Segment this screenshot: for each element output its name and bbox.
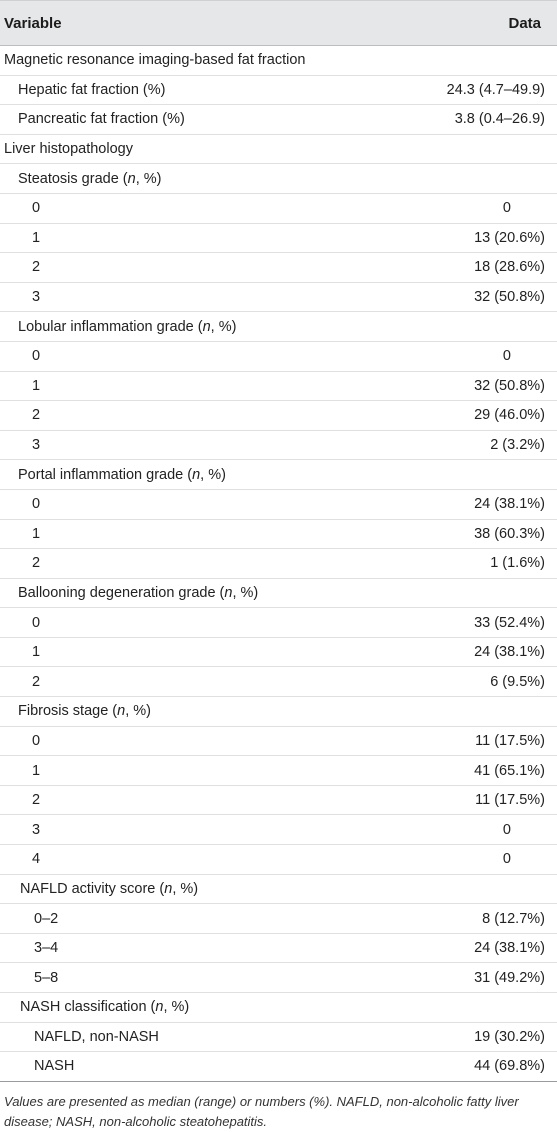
table-row	[0, 786, 557, 816]
table-row	[0, 342, 557, 372]
row-label: 3	[32, 437, 41, 454]
table-row	[0, 697, 557, 727]
row-label: 2	[32, 259, 41, 276]
row-label: 2	[32, 555, 41, 572]
table-row	[0, 875, 557, 905]
table-row	[0, 76, 557, 106]
row-label: 5–8	[34, 969, 59, 986]
row-label: NASH classification (n, %)	[20, 999, 190, 1016]
row-label: 2	[32, 407, 41, 424]
table-row	[0, 667, 557, 697]
table-row	[0, 904, 557, 934]
row-value: 44 (69.8%)	[474, 1058, 545, 1075]
row-label: 1	[32, 762, 41, 779]
row-label: 1	[32, 644, 41, 661]
table-row	[0, 934, 557, 964]
row-label: Ballooning degeneration grade (n, %)	[18, 584, 259, 601]
table-header	[0, 0, 557, 45]
row-value: 1 (1.6%)	[490, 555, 545, 572]
row-label: Steatosis grade (n, %)	[18, 170, 162, 187]
table-row	[0, 224, 557, 254]
table-row	[0, 727, 557, 757]
row-label: 1	[32, 229, 41, 246]
row-label: 0	[32, 496, 41, 513]
row-value: 32 (50.8%)	[474, 289, 545, 306]
table-body	[0, 45, 557, 1082]
table-row	[0, 372, 557, 402]
table-row	[0, 608, 557, 638]
row-label: NAFLD, non-NASH	[34, 1028, 159, 1045]
row-label: 2	[32, 792, 41, 809]
row-value: 31 (49.2%)	[474, 969, 545, 986]
row-value: 11 (17.5%)	[475, 792, 545, 809]
table-row	[0, 815, 557, 845]
table-row	[0, 312, 557, 342]
table-row	[0, 401, 557, 431]
row-value: 41 (65.1%)	[474, 762, 545, 779]
table-row	[0, 283, 557, 313]
row-value: 29 (46.0%)	[474, 407, 545, 424]
row-value: 0	[502, 348, 511, 365]
table-row	[0, 756, 557, 786]
table-row	[0, 490, 557, 520]
header-variable: Variable	[4, 14, 62, 32]
header-data: Data	[508, 14, 541, 32]
table-row	[0, 579, 557, 609]
row-label: 0–2	[34, 910, 59, 927]
row-value: 6 (9.5%)	[490, 673, 545, 690]
row-value: 0	[502, 200, 511, 217]
row-value: 8 (12.7%)	[482, 910, 545, 927]
row-label: 3–4	[34, 940, 59, 957]
row-label: Liver histopathology	[4, 141, 133, 158]
row-label: 0	[32, 348, 41, 365]
row-value: 24 (38.1%)	[474, 644, 545, 661]
table-row	[0, 194, 557, 224]
table-row	[0, 253, 557, 283]
row-label: 0	[32, 200, 41, 217]
table-row	[0, 164, 557, 194]
table-row	[0, 845, 557, 875]
row-label: NASH	[34, 1058, 75, 1075]
table-row	[0, 105, 557, 135]
table-row	[0, 46, 557, 76]
row-label: Portal inflammation grade (n, %)	[18, 466, 226, 483]
row-label: 4	[32, 851, 41, 868]
row-value: 18 (28.6%)	[474, 259, 545, 276]
table-row	[0, 1052, 557, 1082]
row-value: 3.8 (0.4–26.9)	[454, 111, 545, 128]
row-label: 1	[32, 377, 41, 394]
row-value: 38 (60.3%)	[474, 525, 545, 542]
row-label: Magnetic resonance imaging-based fat fraction	[4, 52, 306, 69]
row-value: 0	[502, 851, 511, 868]
row-label: 2	[32, 673, 41, 690]
table-row	[0, 460, 557, 490]
row-label: 0	[32, 732, 41, 749]
row-label: NAFLD activity score (n, %)	[20, 880, 199, 897]
row-label: Pancreatic fat fraction (%)	[18, 111, 185, 128]
row-value: 24.3 (4.7–49.9)	[446, 81, 545, 98]
row-value: 24 (38.1%)	[474, 496, 545, 513]
row-label: 3	[32, 821, 41, 838]
table-row	[0, 549, 557, 579]
table-row	[0, 1023, 557, 1053]
row-value: 32 (50.8%)	[474, 377, 545, 394]
table-row	[0, 993, 557, 1023]
row-value: 24 (38.1%)	[474, 940, 545, 957]
table-row	[0, 638, 557, 668]
row-value: 2 (3.2%)	[490, 437, 545, 454]
row-value: 33 (52.4%)	[474, 614, 545, 631]
table-footnote: Values are presented as median (range) or numbers (%). NAFLD, non-alcoholic fatty liver disease; NASH, non-alcoholic steatohepatitis.	[4, 1093, 519, 1129]
row-label: Hepatic fat fraction (%)	[18, 81, 166, 98]
row-label: 0	[32, 614, 41, 631]
row-value: 13 (20.6%)	[474, 229, 545, 246]
row-value: 19 (30.2%)	[474, 1028, 545, 1045]
table-row	[0, 963, 557, 993]
table-row	[0, 431, 557, 461]
table-row	[0, 135, 557, 165]
row-value: 0	[502, 821, 511, 838]
row-value: 11 (17.5%)	[475, 732, 545, 749]
table-row	[0, 520, 557, 550]
row-label: Lobular inflammation grade (n, %)	[18, 318, 237, 335]
row-label: 1	[32, 525, 41, 542]
row-label: Fibrosis stage (n, %)	[18, 703, 151, 720]
row-label: 3	[32, 289, 41, 306]
